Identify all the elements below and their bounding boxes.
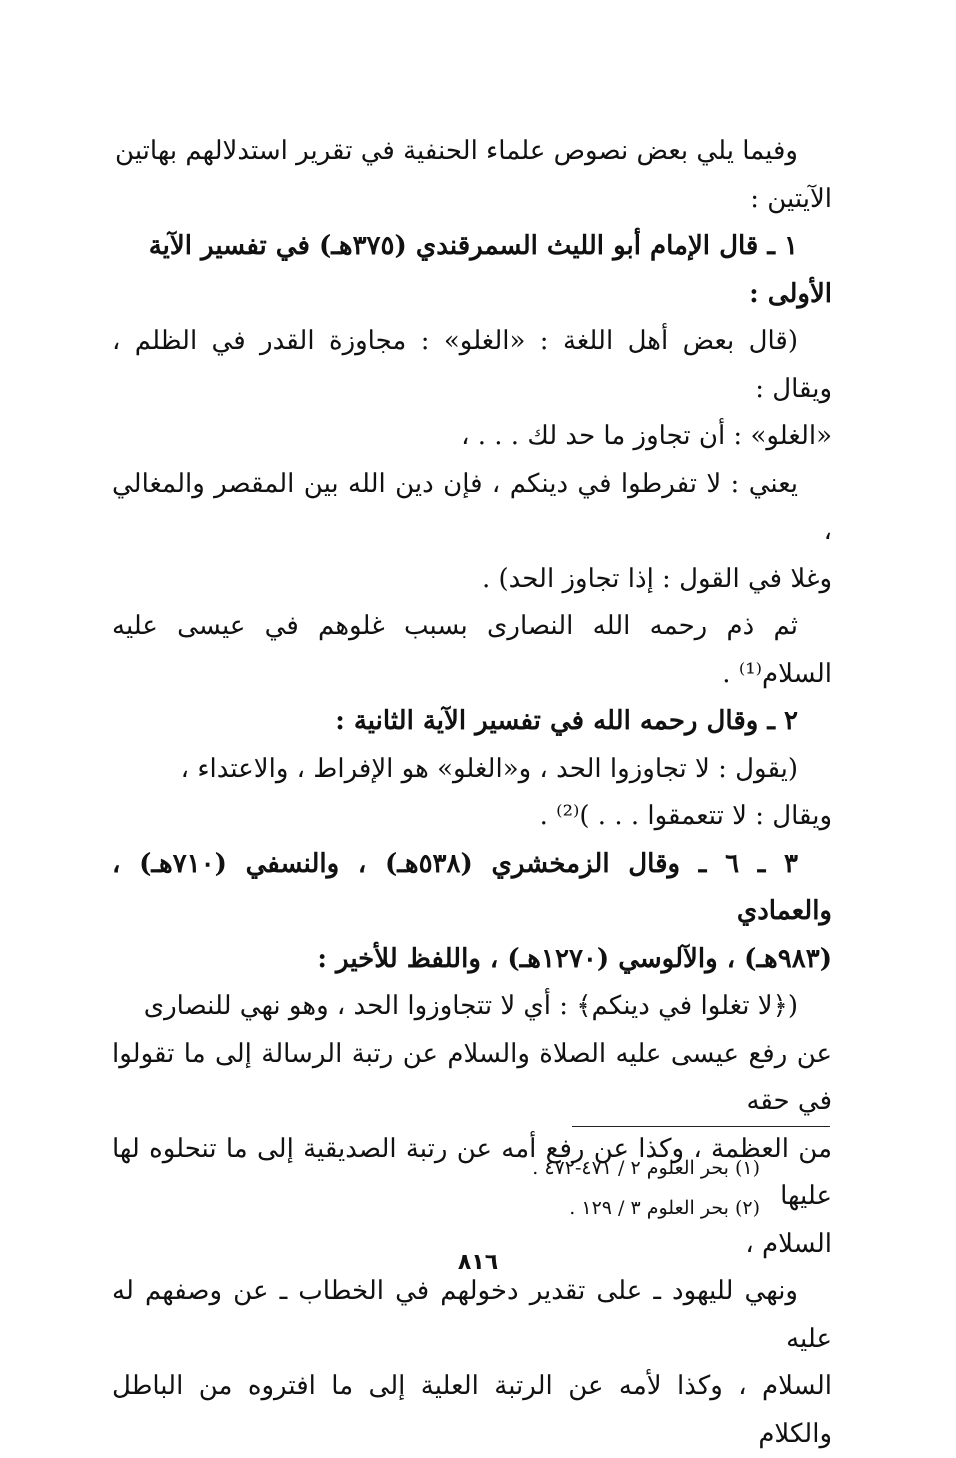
text-line: ونهي لليهود ـ على تقدير دخولهم في الخطاب ـ عن وصفهم له عليه (112, 1276, 832, 1354)
text-line: (قال بعض أهل اللغة : «الغلو» : مجاوزة القدر في الظلم ، ويقال : (112, 326, 832, 404)
text-line: الأولى : (749, 278, 832, 309)
footnote-separator (572, 1126, 830, 1127)
text-line: ٢ ـ وقال رحمه الله في تفسير الآية الثانية : (335, 706, 798, 736)
text-line: من العظمة ، وكذا عن رفع أمه عن رتبة الصديقية إلى ما تنحلوه لها عليها (112, 1133, 832, 1211)
text-line: (٩٨٣هـ) ، والآلوسي (١٢٧٠هـ) ، واللفظ للأخير : (317, 943, 832, 974)
text-line: السلام ، وكذا لأمه عن الرتبة العلية إلى ما افتروه من الباطل والكلام (112, 1371, 832, 1449)
text-line: (يقول : لا تجاوزوا الحد ، و«الغلو» هو الإفراط ، والاعتداء ، (180, 753, 798, 784)
text-line: ثم ذم رحمه الله النصارى بسبب غلوهم في عيسى عليه السلام⁽¹⁾ . (112, 611, 832, 689)
text-line: وغلا في القول : إذا تجاوز الحد) . (481, 563, 832, 594)
text-line: يعني : لا تفرطوا في دينكم ، فإن دين الله بين المقصر والمغالي ، (112, 468, 832, 546)
text-line: عن رفع عيسى عليه الصلاة والسلام عن رتبة الرسالة إلى ما تقولوا في حقه (112, 1038, 832, 1116)
text-line: ١ ـ قال الإمام أبو الليث السمرقندي (٣٧٥هـ) في تفسير الآية (148, 231, 798, 261)
footnote-2: (٢) بحر العلوم ٣ / ١٢٩ . (569, 1197, 760, 1219)
footnotes (420, 1148, 760, 1228)
text-line: وفيما يلي بعض نصوص علماء الحنفية في تقرير استدلالهم بهاتين (115, 136, 798, 166)
text-line: السلام ، (745, 1228, 832, 1259)
text-line: «الغلو» : أن تجاوز ما حد لك . . . ، (461, 421, 832, 451)
footnote-1: (١) بحر العلوم ٢ / ٤٧١-٤٧٢ . (532, 1157, 760, 1179)
text-line: ويقال : لا تتعمقوا . . . )⁽²⁾ . (539, 801, 832, 831)
text-line: الآيتين : (750, 183, 832, 214)
text-line: ٣ ـ ٦ ـ وقال الزمخشري (٥٣٨هـ) ، والنسفي (٧١٠هـ) ، والعمادي (112, 848, 832, 926)
page-number: ٨١٦ (457, 1250, 499, 1275)
text-line: (﴿لا تغلوا في دينكم﴾ : أي لا تتجاوزوا الحد ، وهو نهي للنصارى (143, 991, 798, 1021)
